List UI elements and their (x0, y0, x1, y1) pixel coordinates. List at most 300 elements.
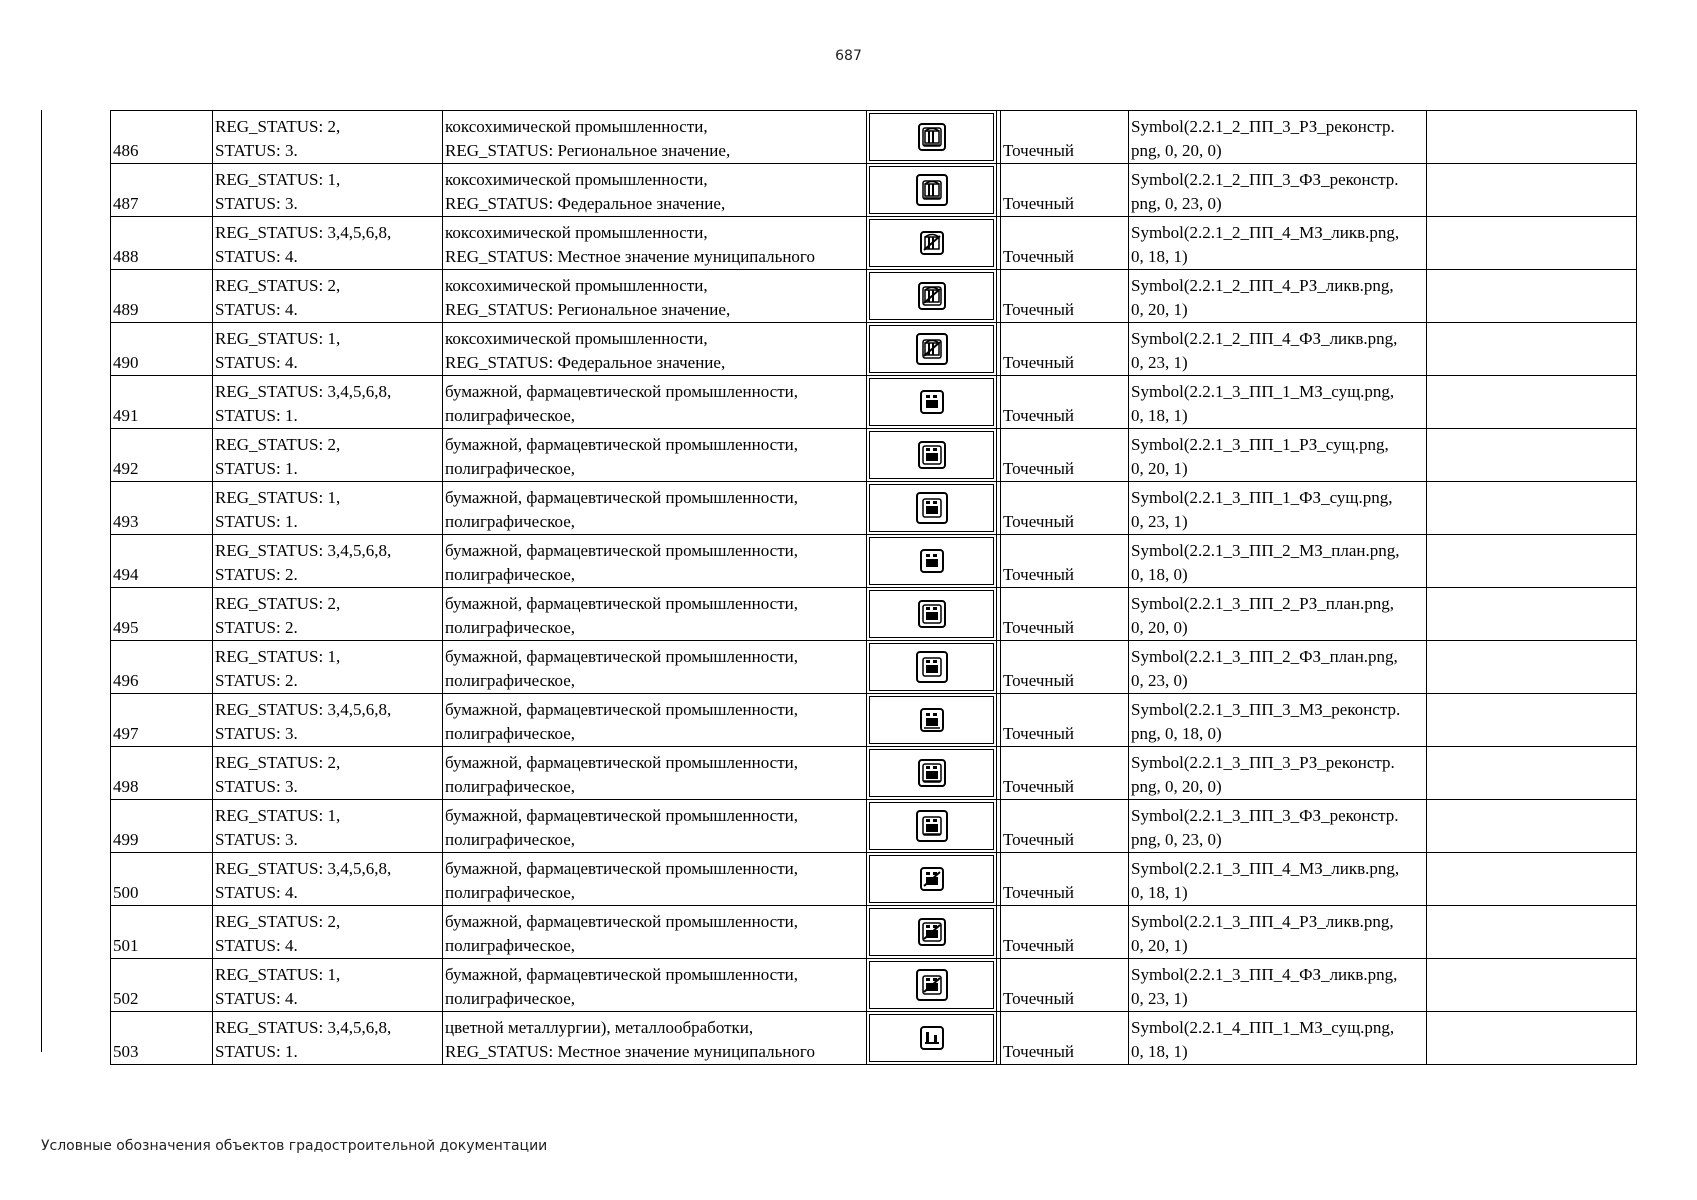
symbol-code-line-2: 0, 18, 0) (1131, 565, 1188, 584)
row-number-cell (111, 111, 213, 164)
symbol-code-line-1: Symbol(2.2.1_3_ПП_1_ФЗ_сущ.png, (1131, 488, 1393, 507)
table-row (111, 747, 1637, 800)
paper-plant-reconstruction-local-icon (912, 698, 952, 742)
geometry-type: Точечный (1003, 936, 1075, 955)
description-line-2: REG_STATUS: Региональное значение, (445, 300, 731, 319)
reg-status-text: REG_STATUS: 2, (215, 276, 341, 295)
table-row (111, 429, 1637, 482)
symbol-code-line-1: Symbol(2.2.1_3_ПП_4_ФЗ_ликв.png, (1131, 965, 1398, 984)
symbol-cell (867, 482, 997, 535)
status-cell (213, 270, 443, 323)
reg-status-text: REG_STATUS: 3,4,5,6,8, (215, 1018, 392, 1037)
notes-cell (1427, 800, 1637, 853)
description-line-2: полиграфическое, (445, 989, 576, 1008)
status-cell (213, 641, 443, 694)
notes-cell (1427, 482, 1637, 535)
symbol-code-line-2: 0, 23, 1) (1131, 353, 1188, 372)
geometry-type: Точечный (1003, 830, 1075, 849)
row-number-cell (111, 482, 213, 535)
row-number-cell (111, 747, 213, 800)
geometry-type: Точечный (1003, 406, 1075, 425)
status-cell (213, 482, 443, 535)
row-number: 495 (113, 618, 139, 637)
symbol-code-cell (1129, 747, 1427, 800)
row-number-cell (111, 429, 213, 482)
description-cell (443, 111, 867, 164)
symbol-code-line-2: 0, 20, 1) (1131, 300, 1188, 319)
coke-plant-reconstruction-regional-icon (912, 115, 952, 159)
geometry-type: Точечный (1003, 565, 1075, 584)
row-number: 488 (113, 247, 139, 266)
geometry-type-cell (1001, 482, 1129, 535)
geometry-type-cell (1001, 800, 1129, 853)
description-line-1: бумажной, фармацевтической промышленности, (445, 594, 798, 613)
notes-cell (1427, 747, 1637, 800)
description-cell (443, 164, 867, 217)
description-line-2: полиграфическое, (445, 459, 576, 478)
symbol-cell (867, 906, 997, 959)
reg-status-text: REG_STATUS: 3,4,5,6,8, (215, 700, 392, 719)
notes-cell (1427, 111, 1637, 164)
symbol-code-cell (1129, 535, 1427, 588)
status-cell (213, 429, 443, 482)
row-number: 494 (113, 565, 139, 584)
symbol-code-cell (1129, 482, 1427, 535)
symbol-code-cell (1129, 906, 1427, 959)
geometry-type-cell (1001, 164, 1129, 217)
coke-plant-liquidation-local-icon (912, 221, 952, 265)
row-number-cell (111, 270, 213, 323)
status-cell (213, 800, 443, 853)
description-line-1: бумажной, фармацевтической промышленности, (445, 859, 798, 878)
geometry-type: Точечный (1003, 300, 1075, 319)
geometry-type-cell (1001, 959, 1129, 1012)
status-cell (213, 323, 443, 376)
description-line-2: полиграфическое, (445, 936, 576, 955)
notes-cell (1427, 323, 1637, 376)
table-row (111, 111, 1637, 164)
reg-status-text: REG_STATUS: 1, (215, 329, 341, 348)
description-line-1: коксохимической промышленности, (445, 170, 708, 189)
reg-status-text: REG_STATUS: 1, (215, 170, 341, 189)
symbol-cell (867, 429, 997, 482)
reg-status-text: REG_STATUS: 3,4,5,6,8, (215, 859, 392, 878)
description-line-2: полиграфическое, (445, 671, 576, 690)
status-cell (213, 535, 443, 588)
notes-cell (1427, 535, 1637, 588)
row-number: 498 (113, 777, 139, 796)
status-text: STATUS: 3. (215, 141, 298, 160)
row-number-cell (111, 959, 213, 1012)
status-text: STATUS: 1. (215, 1042, 298, 1061)
table-row (111, 694, 1637, 747)
description-cell (443, 588, 867, 641)
geometry-type: Точечный (1003, 194, 1075, 213)
row-number-cell (111, 376, 213, 429)
status-cell (213, 1012, 443, 1065)
symbol-code-line-1: Symbol(2.2.1_2_ПП_4_МЗ_ликв.png, (1131, 223, 1400, 242)
symbol-code-line-1: Symbol(2.2.1_2_ПП_4_РЗ_ликв.png, (1131, 276, 1394, 295)
reg-status-text: REG_STATUS: 2, (215, 435, 341, 454)
row-number: 502 (113, 989, 139, 1008)
table-row (111, 535, 1637, 588)
reg-status-text: REG_STATUS: 3,4,5,6,8, (215, 223, 392, 242)
row-number-cell (111, 641, 213, 694)
symbol-code-cell (1129, 641, 1427, 694)
symbol-code-line-2: 0, 23, 0) (1131, 671, 1188, 690)
symbol-code-line-1: Symbol(2.2.1_3_ПП_2_МЗ_план.png, (1131, 541, 1400, 560)
notes-cell (1427, 853, 1637, 906)
symbol-cell (867, 323, 997, 376)
reg-status-text: REG_STATUS: 3,4,5,6,8, (215, 541, 392, 560)
status-cell (213, 588, 443, 641)
description-cell (443, 853, 867, 906)
geometry-type-cell (1001, 1012, 1129, 1065)
symbol-code-line-2: 0, 18, 1) (1131, 883, 1188, 902)
row-number-cell (111, 217, 213, 270)
symbol-code-cell (1129, 1012, 1427, 1065)
description-line-1: бумажной, фармацевтической промышленности, (445, 647, 798, 666)
description-line-2: полиграфическое, (445, 830, 576, 849)
symbol-code-line-1: Symbol(2.2.1_3_ПП_3_ФЗ_реконстр. (1131, 806, 1399, 825)
paper-plant-existing-local-icon (912, 380, 952, 424)
description-line-1: бумажной, фармацевтической промышленности, (445, 541, 798, 560)
notes-cell (1427, 588, 1637, 641)
geometry-type: Точечный (1003, 512, 1075, 531)
coke-plant-liquidation-regional-icon (912, 274, 952, 318)
status-text: STATUS: 3. (215, 194, 298, 213)
table-row (111, 270, 1637, 323)
status-cell (213, 747, 443, 800)
symbol-code-line-2: png, 0, 18, 0) (1131, 724, 1222, 743)
symbol-code-line-2: 0, 18, 1) (1131, 406, 1188, 425)
description-line-2: REG_STATUS: Местное значение муниципального (445, 247, 815, 266)
table-row (111, 800, 1637, 853)
description-cell (443, 217, 867, 270)
symbol-code-cell (1129, 959, 1427, 1012)
symbol-code-line-1: Symbol(2.2.1_2_ПП_3_РЗ_реконстр. (1131, 117, 1395, 136)
symbol-code-line-2: png, 0, 20, 0) (1131, 141, 1222, 160)
table-row (111, 853, 1637, 906)
description-line-1: бумажной, фармацевтической промышленности, (445, 965, 798, 984)
symbol-code-line-1: Symbol(2.2.1_3_ПП_1_РЗ_сущ.png, (1131, 435, 1389, 454)
geometry-type: Точечный (1003, 1042, 1075, 1061)
status-cell (213, 217, 443, 270)
reg-status-text: REG_STATUS: 1, (215, 647, 341, 666)
status-text: STATUS: 4. (215, 936, 298, 955)
geometry-type: Точечный (1003, 777, 1075, 796)
page-number: 687 (835, 48, 862, 64)
geometry-type-cell (1001, 323, 1129, 376)
notes-cell (1427, 1012, 1637, 1065)
description-line-2: REG_STATUS: Федеральное значение, (445, 353, 726, 372)
geometry-type: Точечный (1003, 671, 1075, 690)
symbol-code-line-2: 0, 23, 1) (1131, 512, 1188, 531)
coke-plant-liquidation-federal-icon (912, 327, 952, 371)
table-row (111, 959, 1637, 1012)
symbol-code-line-1: Symbol(2.2.1_4_ПП_1_МЗ_сущ.png, (1131, 1018, 1395, 1037)
table-row (111, 1012, 1637, 1065)
table-row (111, 906, 1637, 959)
description-line-2: REG_STATUS: Федеральное значение, (445, 194, 726, 213)
status-text: STATUS: 2. (215, 618, 298, 637)
row-number: 492 (113, 459, 139, 478)
paper-plant-planned-local-icon (912, 539, 952, 583)
symbol-code-line-1: Symbol(2.2.1_3_ПП_3_МЗ_реконстр. (1131, 700, 1401, 719)
description-cell (443, 1012, 867, 1065)
geometry-type-cell (1001, 906, 1129, 959)
description-cell (443, 641, 867, 694)
status-cell (213, 959, 443, 1012)
description-line-1: бумажной, фармацевтической промышленности, (445, 753, 798, 772)
notes-cell (1427, 376, 1637, 429)
table-row (111, 641, 1637, 694)
description-line-1: бумажной, фармацевтической промышленности, (445, 912, 798, 931)
symbol-code-line-2: 0, 23, 1) (1131, 989, 1188, 1008)
symbol-cell (867, 164, 997, 217)
geometry-type-cell (1001, 641, 1129, 694)
geometry-type-cell (1001, 376, 1129, 429)
geometry-type: Точечный (1003, 247, 1075, 266)
notes-cell (1427, 429, 1637, 482)
geometry-type-cell (1001, 853, 1129, 906)
status-text: STATUS: 1. (215, 406, 298, 425)
status-text: STATUS: 4. (215, 353, 298, 372)
symbol-cell (867, 641, 997, 694)
description-line-1: бумажной, фармацевтической промышленности, (445, 382, 798, 401)
row-number: 491 (113, 406, 139, 425)
paper-plant-reconstruction-regional-icon (912, 751, 952, 795)
row-number-cell (111, 535, 213, 588)
row-number: 500 (113, 883, 139, 902)
status-cell (213, 694, 443, 747)
symbol-cell (867, 853, 997, 906)
table-row (111, 164, 1637, 217)
geometry-type-cell (1001, 535, 1129, 588)
description-cell (443, 429, 867, 482)
notes-cell (1427, 959, 1637, 1012)
description-line-2: полиграфическое, (445, 565, 576, 584)
description-line-1: бумажной, фармацевтической промышленности, (445, 488, 798, 507)
status-cell (213, 906, 443, 959)
description-line-1: коксохимической промышленности, (445, 329, 708, 348)
description-cell (443, 694, 867, 747)
geometry-type-cell (1001, 111, 1129, 164)
symbol-code-line-2: 0, 18, 1) (1131, 247, 1188, 266)
row-number: 496 (113, 671, 139, 690)
symbol-code-cell (1129, 694, 1427, 747)
status-text: STATUS: 4. (215, 989, 298, 1008)
table-row (111, 217, 1637, 270)
description-cell (443, 959, 867, 1012)
row-number: 490 (113, 353, 139, 372)
description-cell (443, 906, 867, 959)
symbol-code-line-2: png, 0, 23, 0) (1131, 194, 1222, 213)
row-number: 487 (113, 194, 139, 213)
geometry-type-cell (1001, 270, 1129, 323)
symbol-code-cell (1129, 217, 1427, 270)
paper-plant-reconstruction-federal-icon (912, 804, 952, 848)
symbol-cell (867, 1012, 997, 1065)
table-body (111, 111, 1637, 1065)
table-row (111, 323, 1637, 376)
paper-plant-planned-federal-icon (912, 645, 952, 689)
status-cell (213, 164, 443, 217)
symbol-code-line-2: 0, 20, 1) (1131, 459, 1188, 478)
symbol-cell (867, 535, 997, 588)
description-line-2: полиграфическое, (445, 777, 576, 796)
description-line-2: REG_STATUS: Местное значение муниципального (445, 1042, 815, 1061)
status-cell (213, 376, 443, 429)
symbol-cell (867, 270, 997, 323)
row-number-cell (111, 1012, 213, 1065)
status-text: STATUS: 4. (215, 300, 298, 319)
notes-cell (1427, 164, 1637, 217)
geometry-type: Точечный (1003, 618, 1075, 637)
geometry-type: Точечный (1003, 141, 1075, 160)
symbol-code-line-1: Symbol(2.2.1_2_ПП_4_ФЗ_ликв.png, (1131, 329, 1398, 348)
row-number: 489 (113, 300, 139, 319)
symbol-cell (867, 747, 997, 800)
status-text: STATUS: 3. (215, 830, 298, 849)
reg-status-text: REG_STATUS: 1, (215, 806, 341, 825)
symbol-code-line-1: Symbol(2.2.1_3_ПП_4_МЗ_ликв.png, (1131, 859, 1400, 878)
metallurgy-plant-existing-local-icon (912, 1016, 952, 1060)
symbol-cell (867, 111, 997, 164)
row-number: 486 (113, 141, 139, 160)
row-number-cell (111, 323, 213, 376)
geometry-type: Точечный (1003, 724, 1075, 743)
coke-plant-reconstruction-federal-icon (912, 168, 952, 212)
geometry-type-cell (1001, 588, 1129, 641)
description-line-1: бумажной, фармацевтической промышленности, (445, 700, 798, 719)
geometry-type-cell (1001, 747, 1129, 800)
description-line-1: коксохимической промышленности, (445, 117, 708, 136)
description-line-2: полиграфическое, (445, 724, 576, 743)
description-line-2: полиграфическое, (445, 406, 576, 425)
status-text: STATUS: 3. (215, 777, 298, 796)
row-number: 497 (113, 724, 139, 743)
description-line-2: полиграфическое, (445, 512, 576, 531)
notes-cell (1427, 906, 1637, 959)
geometry-type-cell (1001, 694, 1129, 747)
description-cell (443, 270, 867, 323)
symbol-cell (867, 694, 997, 747)
description-line-1: бумажной, фармацевтической промышленности, (445, 435, 798, 454)
status-text: STATUS: 3. (215, 724, 298, 743)
geometry-type: Точечный (1003, 459, 1075, 478)
row-number-cell (111, 588, 213, 641)
symbol-code-line-1: Symbol(2.2.1_3_ПП_4_РЗ_ликв.png, (1131, 912, 1394, 931)
paper-plant-planned-regional-icon (912, 592, 952, 636)
row-number: 499 (113, 830, 139, 849)
table-row (111, 588, 1637, 641)
description-cell (443, 482, 867, 535)
description-line-2: полиграфическое, (445, 883, 576, 902)
symbol-cell (867, 376, 997, 429)
description-cell (443, 323, 867, 376)
status-cell (213, 111, 443, 164)
paper-plant-liquidation-regional-icon (912, 910, 952, 954)
notes-cell (1427, 641, 1637, 694)
row-number-cell (111, 694, 213, 747)
description-line-1: цветной металлургии), металлообработки, (445, 1018, 754, 1037)
symbol-cell (867, 217, 997, 270)
paper-plant-liquidation-federal-icon (912, 963, 952, 1007)
symbol-code-cell (1129, 323, 1427, 376)
row-number-cell (111, 800, 213, 853)
symbol-code-cell (1129, 111, 1427, 164)
symbol-code-line-1: Symbol(2.2.1_3_ПП_1_МЗ_сущ.png, (1131, 382, 1395, 401)
description-line-1: коксохимической промышленности, (445, 223, 708, 242)
symbol-code-cell (1129, 853, 1427, 906)
status-text: STATUS: 1. (215, 512, 298, 531)
description-cell (443, 535, 867, 588)
symbol-code-cell (1129, 376, 1427, 429)
notes-cell (1427, 270, 1637, 323)
geometry-type-cell (1001, 217, 1129, 270)
status-text: STATUS: 2. (215, 565, 298, 584)
symbol-code-cell (1129, 270, 1427, 323)
symbol-code-line-2: png, 0, 20, 0) (1131, 777, 1222, 796)
row-number: 501 (113, 936, 139, 955)
row-number-cell (111, 853, 213, 906)
reg-status-text: REG_STATUS: 1, (215, 965, 341, 984)
reg-status-text: REG_STATUS: 1, (215, 488, 341, 507)
description-line-1: бумажной, фармацевтической промышленности, (445, 806, 798, 825)
geometry-type-cell (1001, 429, 1129, 482)
symbol-code-line-2: 0, 20, 1) (1131, 936, 1188, 955)
notes-cell (1427, 694, 1637, 747)
row-number: 493 (113, 512, 139, 531)
description-cell (443, 747, 867, 800)
status-text: STATUS: 4. (215, 247, 298, 266)
status-text: STATUS: 1. (215, 459, 298, 478)
symbol-code-line-1: Symbol(2.2.1_3_ПП_2_ФЗ_план.png, (1131, 647, 1398, 666)
table-row (111, 482, 1637, 535)
notes-cell (1427, 217, 1637, 270)
description-cell (443, 376, 867, 429)
row-number-cell (111, 164, 213, 217)
geometry-type: Точечный (1003, 883, 1075, 902)
geometry-type: Точечный (1003, 989, 1075, 1008)
reg-status-text: REG_STATUS: 2, (215, 117, 341, 136)
row-number: 503 (113, 1042, 139, 1061)
symbol-code-line-1: Symbol(2.2.1_3_ПП_2_РЗ_план.png, (1131, 594, 1395, 613)
symbol-code-line-2: png, 0, 23, 0) (1131, 830, 1222, 849)
paper-plant-existing-federal-icon (912, 486, 952, 530)
symbol-code-line-1: Symbol(2.2.1_2_ПП_3_ФЗ_реконстр. (1131, 170, 1399, 189)
symbol-cell (867, 588, 997, 641)
status-cell (213, 853, 443, 906)
reg-status-text: REG_STATUS: 2, (215, 594, 341, 613)
reg-status-text: REG_STATUS: 2, (215, 753, 341, 772)
status-text: STATUS: 4. (215, 883, 298, 902)
symbol-cell (867, 959, 997, 1012)
description-line-2: полиграфическое, (445, 618, 576, 637)
description-line-2: REG_STATUS: Региональное значение, (445, 141, 731, 160)
left-margin-rule (41, 110, 42, 1052)
footer-caption: Условные обозначения объектов градостроительной документации (41, 1138, 548, 1154)
symbol-code-cell (1129, 588, 1427, 641)
description-cell (443, 800, 867, 853)
table-row (111, 376, 1637, 429)
symbol-code-line-1: Symbol(2.2.1_3_ПП_3_РЗ_реконстр. (1131, 753, 1395, 772)
reg-status-text: REG_STATUS: 2, (215, 912, 341, 931)
row-number-cell (111, 906, 213, 959)
symbols-table (110, 110, 1637, 1065)
reg-status-text: REG_STATUS: 3,4,5,6,8, (215, 382, 392, 401)
